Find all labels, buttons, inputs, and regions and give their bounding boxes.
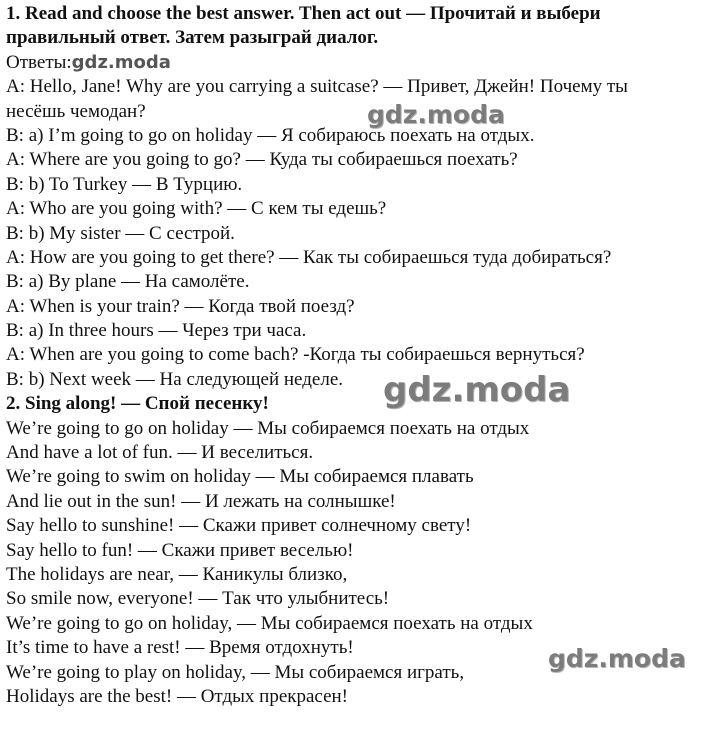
dialog-line: B: a) I’m going to go on holiday — Я собираюсь поехать на отдых.: [6, 124, 535, 146]
section1-heading-line1: 1. Read and choose the best answer. Then act out — Прочитай и выбери: [6, 3, 601, 24]
document-body: [6, 0, 712, 709]
song-line: Say hello to fun! — Скажи привет веселью!: [6, 539, 354, 561]
answers-label: Ответы:: [6, 51, 72, 73]
song-line: We’re going to go on holiday, — Мы собираемся поехать на отдых: [6, 612, 533, 634]
dialog-line: A: Hello, Jane! Why are you carrying a suitcase? — Привет, Джейн! Почему ты: [6, 76, 628, 98]
dialog-line: B: a) By plane — На самолёте.: [6, 271, 250, 293]
watermark-logo: gdz.moda: [548, 644, 686, 673]
dialog-line: A: Who are you going with? — С кем ты едешь?: [6, 198, 387, 220]
answers-watermark: gdz.moda: [71, 51, 171, 73]
dialog-line: A: Where are you going to go? — Куда ты собираешься поехать?: [6, 149, 518, 171]
dialog-line: B: b) Next week — На следующей неделе.: [6, 368, 344, 390]
song-line: We’re going to play on holiday, — Мы собираемся играть,: [6, 661, 465, 683]
dialog-line: A: When is your train? — Когда твой поезд?: [6, 295, 355, 317]
song-line: It’s time to have a rest! — Время отдохнуть!: [6, 637, 354, 659]
section2-heading: 2. Sing along! — Спой песенку!: [6, 393, 269, 415]
song-line: The holidays are near, — Каникулы близко,: [6, 563, 348, 585]
section1-heading-line2: правильный ответ. Затем разыграй диалог.: [6, 27, 379, 49]
watermark-logo: gdz.moda: [383, 370, 571, 410]
song-line: So smile now, everyone! — Так что улыбнитесь!: [6, 588, 390, 610]
dialog-line: A: How are you going to get there? — Как ты собираешься туда добираться?: [6, 246, 612, 268]
song-line: And have a lot of fun. — И веселиться.: [6, 442, 314, 464]
dialog-line: несёшь чемодан?: [6, 100, 146, 122]
dialog-line: B: b) My sister — С сестрой.: [6, 222, 235, 244]
song-line: Holidays are the best! — Отдых прекрасен!: [6, 685, 349, 707]
dialog-line: B: a) In three hours — Через три часа.: [6, 320, 307, 342]
dialog-line: A: When are you going to come bach? -Когда ты собираешься вернуться?: [6, 344, 585, 366]
song-line: Say hello to sunshine! — Скажи привет солнечному свету!: [6, 515, 472, 537]
dialog-line: B: b) To Turkey — В Турцию.: [6, 173, 243, 195]
song-line: We’re going to swim on holiday — Мы собираемся плавать: [6, 466, 474, 488]
answers-label-line: [6, 51, 712, 75]
watermark-logo: gdz.moda: [367, 100, 505, 129]
song-line: We’re going to go on holiday — Мы собираемся поехать на отдых: [6, 417, 530, 439]
song-line: And lie out in the sun! — И лежать на солнышке!: [6, 490, 396, 512]
